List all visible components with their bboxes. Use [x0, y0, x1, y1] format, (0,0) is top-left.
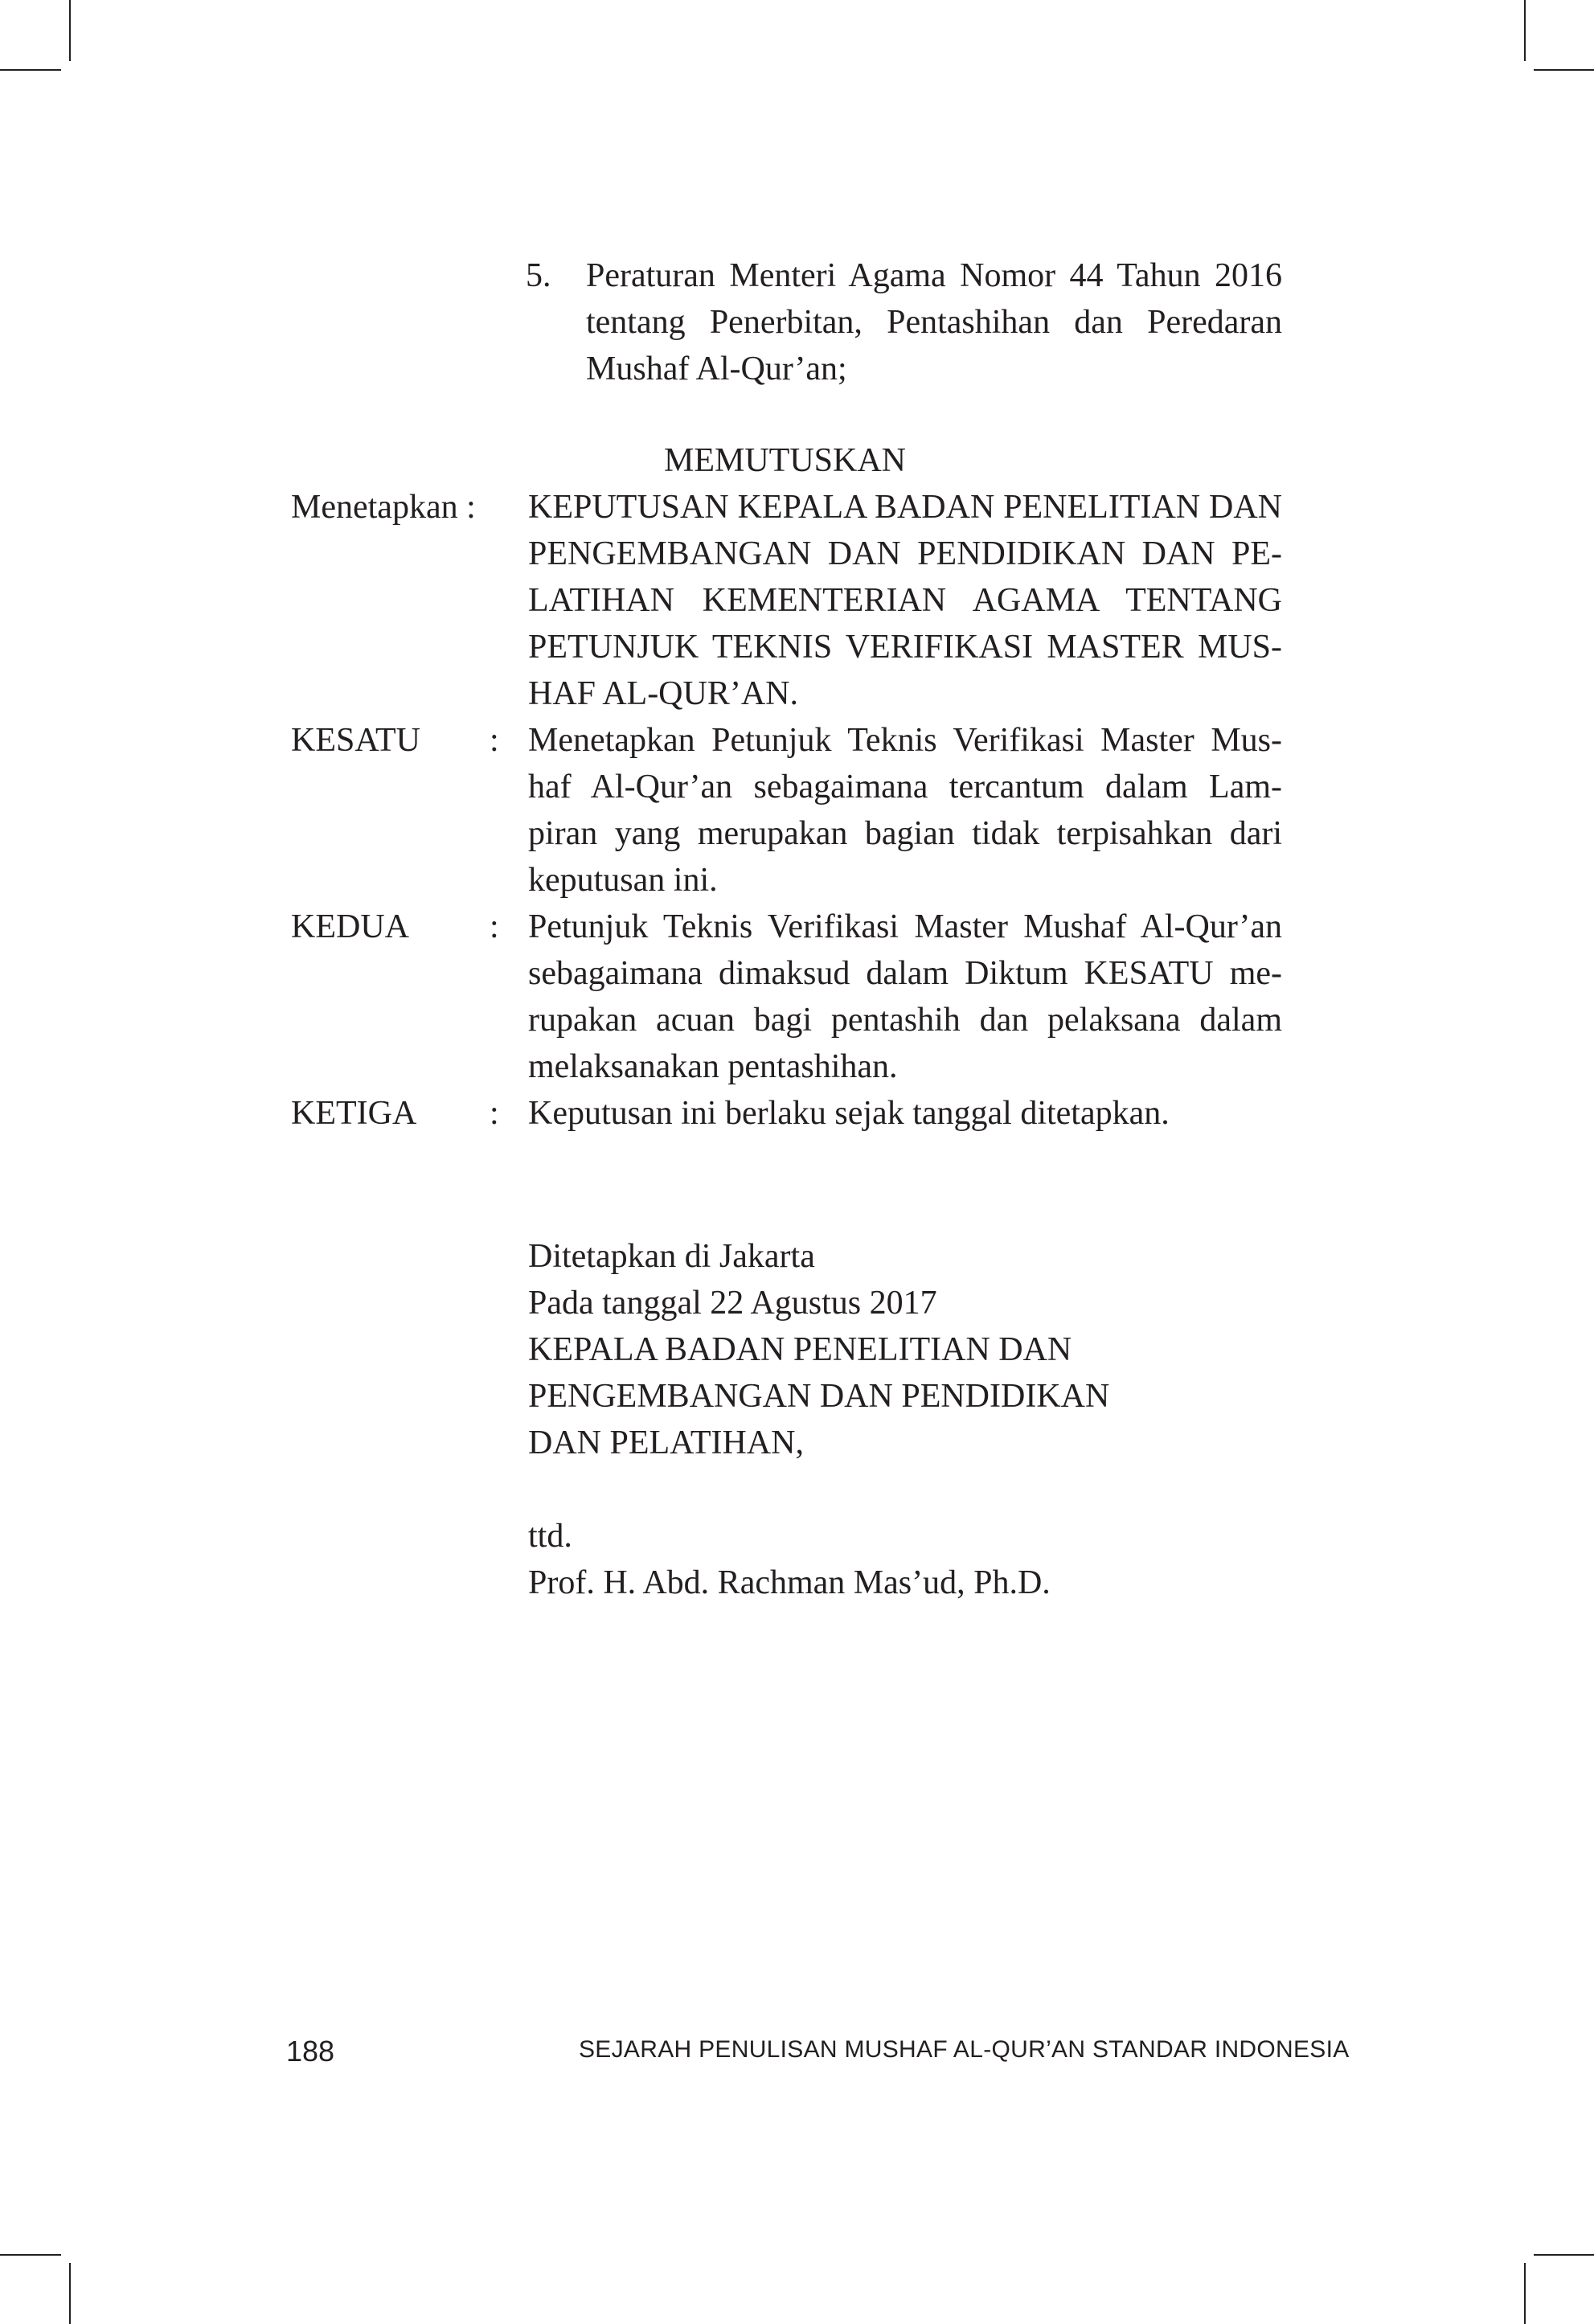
- section-text-line: Keputusan ini berlaku sejak tanggal ditetapkan.: [528, 1095, 1170, 1132]
- page-number: 188: [286, 2035, 335, 2068]
- signatory-name: Prof. H. Abd. Rachman Mas’ud, Ph.D.: [528, 1564, 1051, 1601]
- section-text-line: melaksanakan pentashihan.: [528, 1048, 898, 1085]
- signature-office-line: PENGEMBANGAN DAN PENDIDIKAN: [528, 1378, 1110, 1415]
- crop-mark: [1524, 2263, 1526, 2324]
- section-text-line: sebagaimana dimaksud dalam Diktum KESATU me-: [528, 955, 1282, 992]
- section-colon: :: [490, 722, 499, 759]
- crop-mark: [0, 2254, 61, 2256]
- item-number: 5.: [526, 257, 551, 294]
- signature-date: Pada tanggal 22 Agustus 2017: [528, 1285, 937, 1322]
- item-text-line: tentang Penerbitan, Pentashihan dan Peredaran: [586, 304, 1282, 341]
- signature-signed: ttd.: [528, 1518, 572, 1555]
- section-text-line: HAF AL-QUR’AN.: [528, 675, 798, 712]
- signature-office-line: KEPALA BADAN PENELITIAN DAN: [528, 1331, 1072, 1368]
- decision-heading: MEMUTUSKAN: [664, 442, 907, 479]
- item-text-line: Mushaf Al-Qur’an;: [586, 350, 847, 387]
- signature-place: Ditetapkan di Jakarta: [528, 1238, 815, 1275]
- section-text-line: piran yang merupakan bagian tidak terpisahkan dari: [528, 815, 1282, 852]
- section-text-line: keputusan ini.: [528, 862, 718, 899]
- section-text-line: KEPUTUSAN KEPALA BADAN PENELITIAN DAN: [528, 489, 1282, 526]
- item-text-line: Peraturan Menteri Agama Nomor 44 Tahun 2016: [586, 257, 1282, 294]
- running-footer-title: SEJARAH PENULISAN MUSHAF AL-QUR’AN STANDAR INDONESIA: [579, 2036, 1350, 2063]
- section-colon: :: [490, 1095, 499, 1132]
- crop-mark: [0, 69, 61, 71]
- crop-mark: [1534, 69, 1594, 71]
- section-text-line: Petunjuk Teknis Verifikasi Master Mushaf Al-Qur’an: [528, 908, 1282, 945]
- section-text-line: LATIHAN KEMENTERIAN AGAMA TENTANG: [528, 582, 1282, 619]
- section-label-kesatu: KESATU: [291, 722, 421, 759]
- crop-mark: [1524, 0, 1526, 61]
- section-text-line: PENGEMBANGAN DAN PENDIDIKAN DAN PE-: [528, 535, 1282, 572]
- section-label-menetapkan: Menetapkan :: [291, 489, 476, 526]
- section-label-kedua: KEDUA: [291, 908, 409, 945]
- section-text-line: rupakan acuan bagi pentashih dan pelaksana dalam: [528, 1002, 1282, 1039]
- signature-office-line: DAN PELATIHAN,: [528, 1424, 804, 1461]
- section-text-line: haf Al-Qur’an sebagaimana tercantum dalam Lam-: [528, 769, 1282, 805]
- crop-mark: [1534, 2254, 1594, 2256]
- crop-mark: [69, 2263, 71, 2324]
- section-label-ketiga: KETIGA: [291, 1095, 417, 1132]
- section-colon: :: [490, 908, 499, 945]
- crop-mark: [69, 0, 71, 61]
- section-text-line: PETUNJUK TEKNIS VERIFIKASI MASTER MUS-: [528, 629, 1282, 666]
- section-text-line: Menetapkan Petunjuk Teknis Verifikasi Master Mus-: [528, 722, 1282, 759]
